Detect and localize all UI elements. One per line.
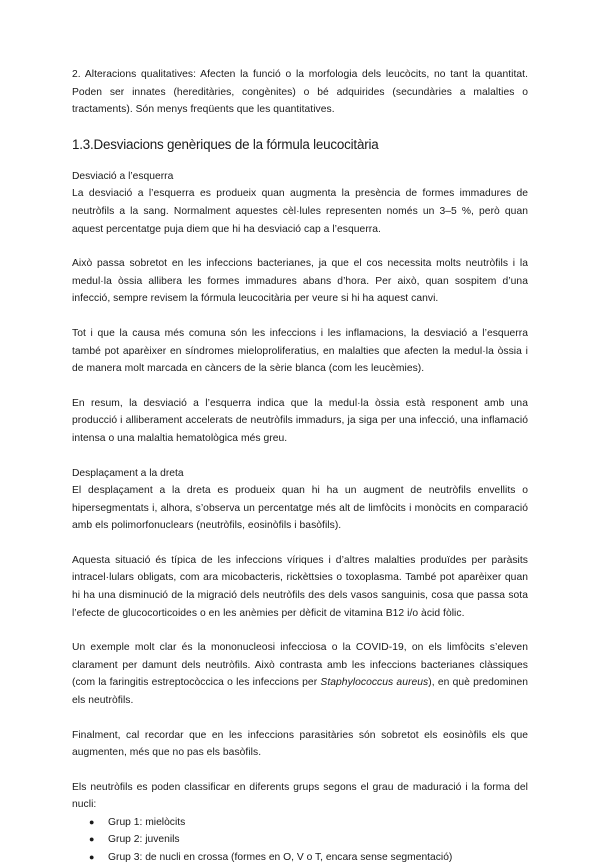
- right-shift-p3-text-end: ), en què predominen els neutròfils.: [72, 677, 528, 707]
- right-shift-p3-text-start: Un exemple molt clar és la mononucleosi infecciosa o la COVID-19, on els limfòcits s’eleven clarament per damunt dels neutròfils. Això contrasta amb les infeccions bacterianes clàssiques (com la faringitis estreptocòccica o les infeccions per: [72, 642, 528, 689]
- spacer: [72, 762, 528, 779]
- right-shift-paragraph-4: Finalment, cal recordar que en les infeccions parasitàries són sobretot els eosinòfils els que augmenten, més que no pas els basòfils.: [72, 729, 528, 759]
- right-shift-title: Desplaçament a la dreta: [72, 467, 184, 479]
- spacer: [72, 378, 528, 395]
- list-item: [72, 849, 528, 866]
- right-shift-paragraph-2: Aquesta situació és típica de les infeccions víriques i d’altres malalties produïdes per paràsits intracel·lulars obligats, com ara micobacteris, rickèttsies o toxoplasma. També pot aparèixer quan hi ha una disminució de la migració dels neutròfils des dels vasos sanguinis, cosa que passa sota l’efecte de glucocorticoides o en les anèmies per dèficit de vitamina B12 i/o àcid fòlic.: [72, 554, 528, 619]
- bullet-icon: ●: [89, 834, 95, 845]
- list-item-text: Grup 1: mielòcits: [108, 817, 186, 828]
- list-item-text: Grup 3: de nucli en crossa (formes en O, V o T, encara sense segmentació): [108, 851, 453, 863]
- classification-intro: Els neutròfils es poden classificar en diferents grups segons el grau de maduració i la forma del nucli:: [72, 781, 528, 811]
- spacer: [72, 535, 528, 552]
- spacer: [72, 448, 528, 465]
- list-item: [72, 814, 528, 831]
- left-shift-paragraph-4: En resum, la desviació a l’esquerra indica que la medul·la òssia està responent amb una producció i alliberament accelerats de neutròfils immadurs, ja siga per una infecció, una inflamació intensa o una malaltia hematològica més greu.: [72, 397, 528, 444]
- spacer: [72, 119, 528, 135]
- left-shift-paragraph-3: Tot i que la causa més comuna són les infeccions i les inflamacions, la desviació a l’esquerra també pot aparèixer en síndromes mieloproliferatius, en malalties que afecten la medul·la òssia i de manera molt marcada en càncers de la sèrie blanca (com les leucèmies).: [72, 327, 528, 375]
- bacteria-name-italic: Staphylococcus aureus: [320, 677, 429, 689]
- spacer: [72, 238, 528, 255]
- left-shift-paragraph-1: La desviació a l’esquerra es produeix quan augmenta la presència de formes immadures de neutròfils a la sang. Normalment aquestes cèl·lules representen només un 3–5 %, però quan aquest percentatge puja diem que hi ha desviació cap a l’esquerra.: [72, 188, 528, 235]
- bullet-icon: ●: [89, 851, 95, 862]
- list-item-text: Grup 2: juvenils: [108, 834, 180, 846]
- left-shift-title: Desviació a l’esquerra: [72, 170, 174, 182]
- spacer: [72, 308, 528, 325]
- list-item: [72, 831, 528, 848]
- neutrophil-group-list: [72, 814, 528, 866]
- document-page: [72, 66, 528, 866]
- left-shift-paragraph-2: Això passa sobretot en les infeccions bacterianes, ja que el cos necessita molts neutròfils i la medul·la òssia allibera les formes immadures abans d’hora. Per això, quan sospitem d’una infecció, sempre revisem la fórmula leucocitària per veure si hi ha aquest canvi.: [72, 258, 528, 305]
- spacer: [72, 155, 528, 168]
- right-shift-paragraph-1: El desplaçament a la dreta es produeix quan hi ha un augment de neutròfils envellits o hipersegmentats i, alhora, s’observa un percentatge més alt de limfòcits i monòcits en comparació amb els polimorfonuclears (neutròfils, eosinòfils i basòfils).: [72, 485, 528, 532]
- spacer: [72, 710, 528, 727]
- bullet-icon: ●: [89, 817, 95, 827]
- spacer: [72, 622, 528, 639]
- section-heading: 1.3.Desviacions genèriques de la fórmula leucocitària: [72, 136, 379, 152]
- section2-paragraph: 2. Alteracions qualitatives: Afecten la funció o la morfologia dels leucòcits, no tant la quantitat. Poden ser innates (hereditàries, congènites) o bé adquirides (secundàries a malalties o tractaments). Són menys freqüents que les quantitatives.: [72, 69, 528, 116]
- right-shift-paragraph-3: [72, 639, 528, 709]
